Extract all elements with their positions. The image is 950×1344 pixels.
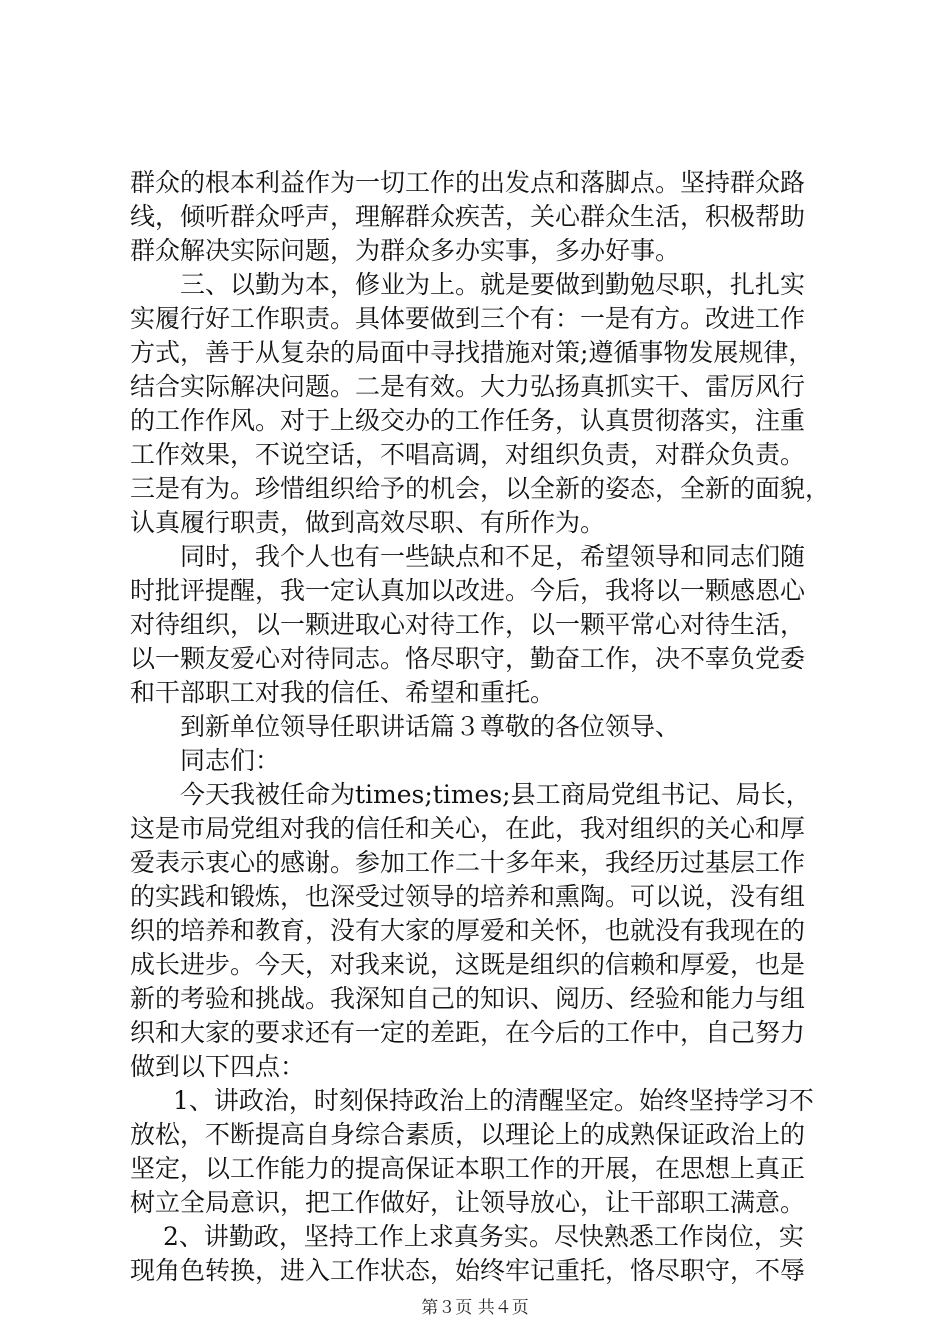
text-line: 新的考验和挑战。我深知自己的知识、阅历、经验和能力与组 bbox=[130, 984, 806, 1013]
text-line: 1、讲政治，时刻保持政治上的清醒坚定。始终坚持学习不 bbox=[173, 1086, 814, 1115]
text-line: 的工作作风。对于上级交办的工作任务，认真贯彻落实，注重 bbox=[130, 406, 806, 435]
text-line: 现角色转换，进入工作状态，始终牢记重托，恪尽职守，不辱 bbox=[130, 1256, 806, 1285]
text-line: 和干部职工对我的信任、希望和重托。 bbox=[130, 678, 556, 707]
text-line: 结合实际解决问题。二是有效。大力弘扬真抓实干、雷厉风行 bbox=[130, 372, 806, 401]
text-line: 坚定，以工作能力的提高保证本职工作的开展，在思想上真正 bbox=[130, 1154, 806, 1183]
text-line: 三、以勤为本，修业为上。就是要做到勤勉尽职，扎扎实 bbox=[180, 270, 806, 299]
text-line: 同时，我个人也有一些缺点和不足，希望领导和同志们随 bbox=[180, 542, 806, 571]
text-line: 群众的根本利益作为一切工作的出发点和落脚点。坚持群众路 bbox=[130, 168, 806, 197]
text-line: 2、讲勤政，坚持工作上求真务实。尽快熟悉工作岗位，实 bbox=[163, 1222, 804, 1251]
text-line: 这是市局党组对我的信任和关心，在此，我对组织的关心和厚 bbox=[130, 814, 806, 843]
text-line: 织的培养和教育，没有大家的厚爱和关怀，也就没有我现在的 bbox=[130, 916, 806, 945]
text-line: 时批评提醒，我一定认真加以改进。今后，我将以一颗感恩心 bbox=[130, 576, 806, 605]
text-line: 方式，善于从复杂的局面中寻找措施对策;遵循事物发展规律， bbox=[130, 338, 814, 367]
text-line: 群众解决实际问题，为群众多办实事，多办好事。 bbox=[130, 236, 681, 265]
text-line: 认真履行职责，做到高效尽职、有所作为。 bbox=[130, 508, 606, 537]
text-line: 对待组织，以一颗进取心对待工作，以一颗平常心对待生活， bbox=[130, 610, 806, 639]
text-line: 的实践和锻炼，也深受过领导的培养和熏陶。可以说，没有组 bbox=[130, 882, 806, 911]
text-line: 织和大家的要求还有一定的差距，在今后的工作中，自己努力 bbox=[130, 1018, 806, 1047]
text-line: 放松，不断提高自身综合素质，以理论上的成熟保证政治上的 bbox=[130, 1120, 806, 1149]
text-line: 线，倾听群众呼声，理解群众疾苦，关心群众生活，积极帮助 bbox=[130, 202, 806, 231]
text-line: 以一颗友爱心对待同志。恪尽职守，勤奋工作，决不辜负党委 bbox=[130, 644, 806, 673]
text-line: 今天我被任命为times;times;县工商局党组书记、局长， bbox=[180, 780, 811, 809]
document-body bbox=[130, 166, 830, 1288]
text-line: 树立全局意识，把工作做好，让领导放心，让干部职工满意。 bbox=[130, 1188, 806, 1217]
page-footer: 第３页 共４页 bbox=[421, 1298, 529, 1318]
text-line: 爱表示衷心的感谢。参加工作二十多年来，我经历过基层工作 bbox=[130, 848, 806, 877]
section-heading: 到新单位领导任职讲话篇３尊敬的各位领导、 bbox=[180, 712, 681, 741]
salutation: 同志们： bbox=[180, 746, 281, 775]
text-line: 实履行好工作职责。具体要做到三个有：一是有方。改进工作 bbox=[130, 304, 806, 333]
text-line: 三是有为。珍惜组织给予的机会，以全新的姿态，全新的面貌， bbox=[130, 474, 830, 503]
text-line: 成长进步。今天，对我来说，这既是组织的信赖和厚爱，也是 bbox=[130, 950, 806, 979]
text-line: 做到以下四点： bbox=[130, 1052, 306, 1081]
text-line: 工作效果，不说空话，不唱高调，对组织负责，对群众负责。 bbox=[130, 440, 806, 469]
